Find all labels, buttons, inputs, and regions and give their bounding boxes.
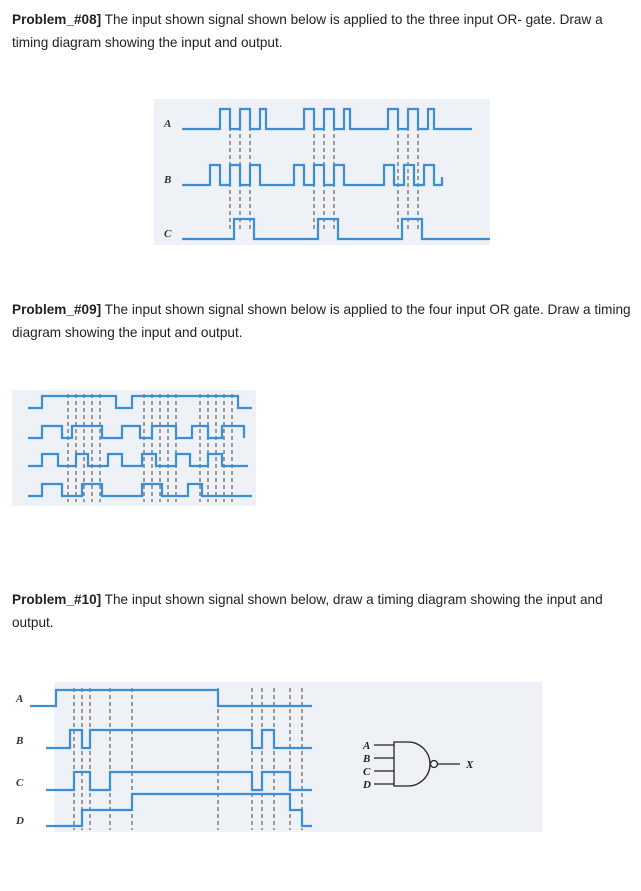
gate-input-label-c: C <box>363 766 371 778</box>
signal-label-c: C <box>164 228 172 240</box>
problem-09-number: Problem_#09] <box>12 302 102 317</box>
problem-08-text: The input shown signal shown below is applied to the three input OR- gate. Draw a timing diagram showing the input and output. <box>12 12 603 50</box>
gate-input-label-b: B <box>363 753 371 765</box>
problem-10-statement <box>12 588 632 634</box>
gate-output-label-x: X <box>466 759 474 771</box>
problem-09-timing-diagram <box>12 390 256 506</box>
p10-signal-label-b: B <box>16 735 24 747</box>
p10-signal-label-c: C <box>16 777 24 789</box>
problem-10-timing-diagram <box>12 682 542 832</box>
problem-10-text: The input shown signal shown below, draw a timing diagram showing the input and output. <box>12 592 603 630</box>
problem-08-statement <box>12 8 632 54</box>
problem-09-statement <box>12 298 632 344</box>
problem-10-number: Problem_#10] <box>12 592 102 607</box>
p10-signal-label-d: D <box>16 815 24 827</box>
gate-input-label-a: A <box>363 740 371 752</box>
signal-label-b: B <box>164 174 172 186</box>
problem-08-number: Problem_#08] <box>12 12 102 27</box>
gate-input-label-d: D <box>363 779 371 791</box>
p10-signal-label-a: A <box>16 693 24 705</box>
problem-08-timing-diagram <box>154 99 490 245</box>
problem-09-text: The input shown signal shown below is applied to the four input OR gate. Draw a timing diagram showing the input and output. <box>12 302 631 340</box>
signal-label-a: A <box>164 118 172 130</box>
